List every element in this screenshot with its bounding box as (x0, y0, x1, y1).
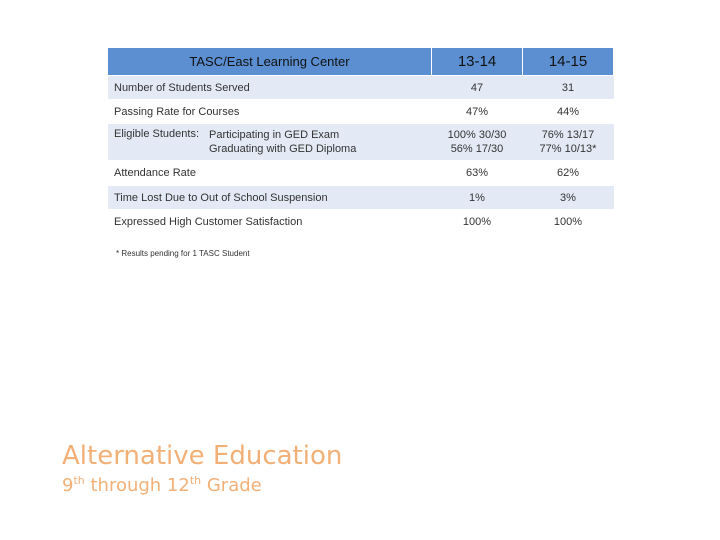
eligible-value-2 (523, 124, 614, 161)
table-row (108, 210, 614, 234)
table-row (108, 100, 614, 124)
satisfaction-value-1: 100% (432, 210, 523, 234)
eligible-value-2-line-1: 76% 13/17 (541, 129, 595, 141)
eligible-item-participating: Participating in GED Exam (209, 129, 340, 141)
attendance-value-2: 62% (523, 161, 614, 186)
passing-value-1: 47% (432, 100, 523, 124)
header-year-1: 13-14 (432, 48, 523, 76)
ordinal-end: th (189, 474, 202, 487)
students-value-1: 47 (432, 76, 523, 100)
table-row (108, 186, 614, 210)
ordinal-start: th (73, 474, 85, 487)
row-label-attendance: Attendance Rate (108, 161, 432, 186)
suspension-value-2: 3% (523, 186, 614, 210)
eligible-value-1-line-1: 100% 30/30 (447, 129, 507, 141)
eligible-value-1 (432, 124, 523, 161)
eligible-lead: Eligible Students: (114, 128, 199, 140)
grade-word: Grade (201, 475, 262, 496)
students-value-2: 31 (523, 76, 614, 100)
passing-value-2: 44% (523, 100, 614, 124)
slide-subtitle (62, 474, 262, 496)
slide-title: Alternative Education (62, 441, 343, 471)
table-header-row (108, 48, 614, 76)
grade-start: 9 (62, 475, 74, 496)
row-label-students: Number of Students Served (108, 76, 432, 100)
attendance-value-1: 63% (432, 161, 523, 186)
table-row (108, 124, 614, 161)
satisfaction-value-2: 100% (523, 210, 614, 234)
through-text: through (84, 475, 167, 496)
row-label-eligible (108, 124, 432, 161)
row-label-suspension: Time Lost Due to Out of School Suspension (108, 186, 432, 210)
eligible-label (114, 128, 426, 156)
suspension-value-1: 1% (432, 186, 523, 210)
row-label-satisfaction: Expressed High Customer Satisfaction (108, 210, 432, 234)
grade-end: 12 (166, 475, 190, 496)
row-label-passing: Passing Rate for Courses (108, 100, 432, 124)
footnote: * Results pending for 1 TASC Student (116, 249, 250, 258)
eligible-item-graduating: Graduating with GED Diploma (209, 143, 357, 155)
table-row (108, 76, 614, 100)
eligible-value-2-line-2: 77% 10/13* (539, 143, 597, 155)
header-year-2: 14-15 (523, 48, 614, 76)
table-row (108, 161, 614, 186)
eligible-value-1-line-2: 56% 17/30 (450, 143, 504, 155)
stats-table (108, 48, 614, 234)
eligible-items (209, 128, 356, 156)
table-title: TASC/East Learning Center (108, 48, 432, 76)
